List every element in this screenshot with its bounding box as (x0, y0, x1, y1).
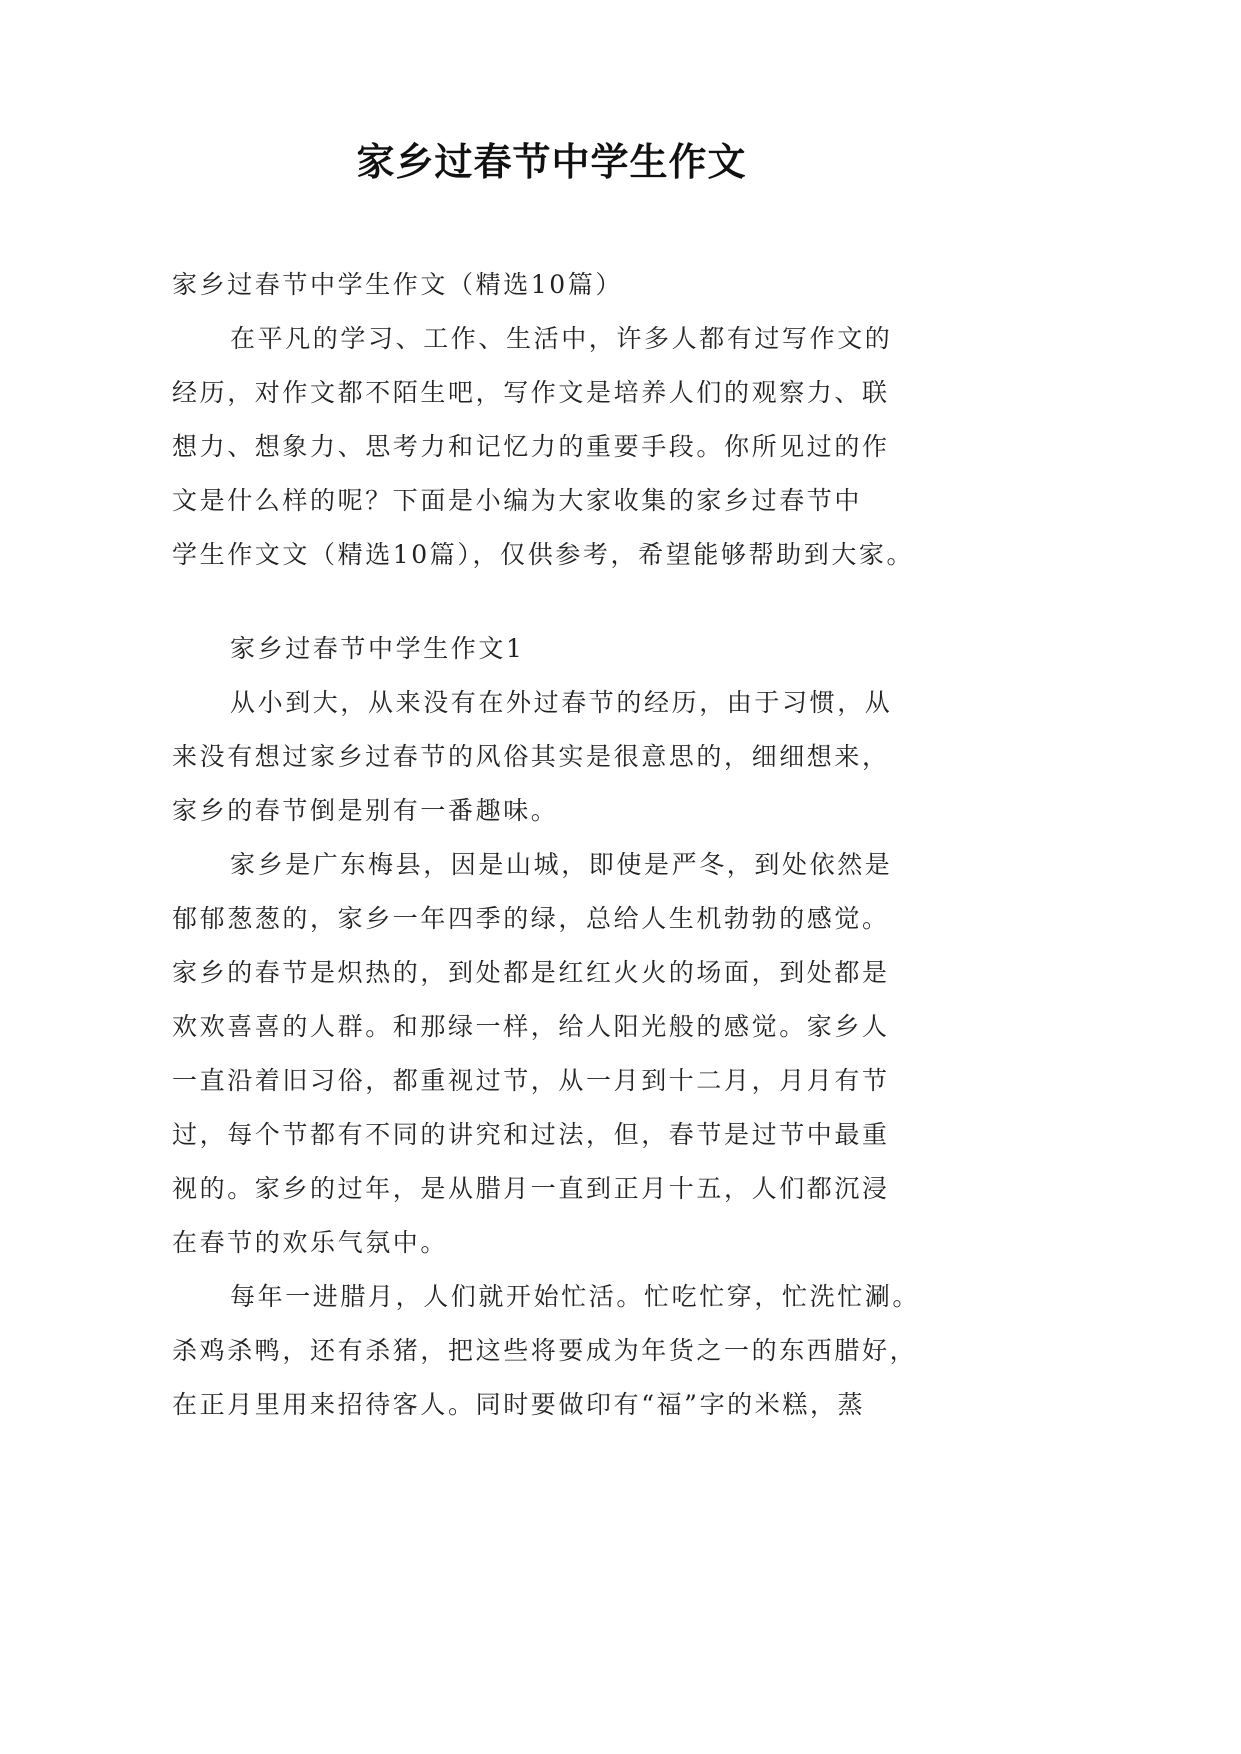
intro-line: 在平凡的学习、工作、生活中，许多人都有过写作文的 (230, 324, 893, 353)
paragraph-line: 在春节的欢乐气氛中。 (172, 1228, 449, 1257)
paragraph-line: 家乡的春节是炽热的，到处都是红红火火的场面，到处都是 (172, 958, 890, 987)
section-spacer (172, 582, 942, 622)
paragraph-3 (172, 1270, 942, 1432)
intro-line: 想力、想象力、思考力和记忆力的重要手段。你所见过的作 (172, 432, 890, 461)
paragraph-line: 每年一进腊月，人们就开始忙活。忙吃忙穿，忙洗忙涮。 (230, 1282, 921, 1311)
paragraph-line: 家乡的春节倒是别有一番趣味。 (172, 796, 559, 825)
paragraph-line: 过，每个节都有不同的讲究和过法，但，春节是过节中最重 (172, 1120, 890, 1149)
document-title: 家乡过春节中学生作文 (356, 139, 747, 184)
paragraph-line: 视的。家乡的过年，是从腊月一直到正月十五，人们都沉浸 (172, 1174, 890, 1203)
intro-paragraph (172, 312, 942, 582)
section-heading: 家乡过春节中学生作文1 (230, 634, 525, 663)
intro-line: 学生作文文（精选10篇），仅供参考，希望能够帮助到大家。 (172, 540, 915, 569)
paragraph-line: 家乡是广东梅县，因是山城，即使是严冬，到处依然是 (230, 850, 893, 879)
paragraph-line: 一直沿着旧习俗，都重视过节，从一月到十二月，月月有节 (172, 1066, 890, 1095)
paragraph-line: 郁郁葱葱的，家乡一年四季的绿，总给人生机勃勃的感觉。 (172, 904, 890, 933)
document-body (172, 258, 942, 1432)
intro-line: 经历，对作文都不陌生吧，写作文是培养人们的观察力、联 (172, 378, 890, 407)
paragraph-line: 从小到大，从来没有在外过春节的经历，由于习惯，从 (230, 688, 893, 717)
paragraph-1 (172, 676, 942, 838)
paragraph-2 (172, 838, 942, 1270)
document-subtitle: 家乡过春节中学生作文（精选10篇） (172, 270, 624, 299)
paragraph-line: 欢欢喜喜的人群。和那绿一样，给人阳光般的感觉。家乡人 (172, 1012, 890, 1041)
intro-line: 文是什么样的呢？下面是小编为大家收集的家乡过春节中 (172, 486, 863, 515)
paragraph-line: 来没有想过家乡过春节的风俗其实是很意思的，细细想来， (172, 742, 890, 771)
paragraph-line: 杀鸡杀鸭，还有杀猪，把这些将要成为年货之一的东西腊好， (172, 1336, 918, 1365)
paragraph-line: 在正月里用来招待客人。同时要做印有“福”字的米糕，蒸 (172, 1390, 866, 1419)
